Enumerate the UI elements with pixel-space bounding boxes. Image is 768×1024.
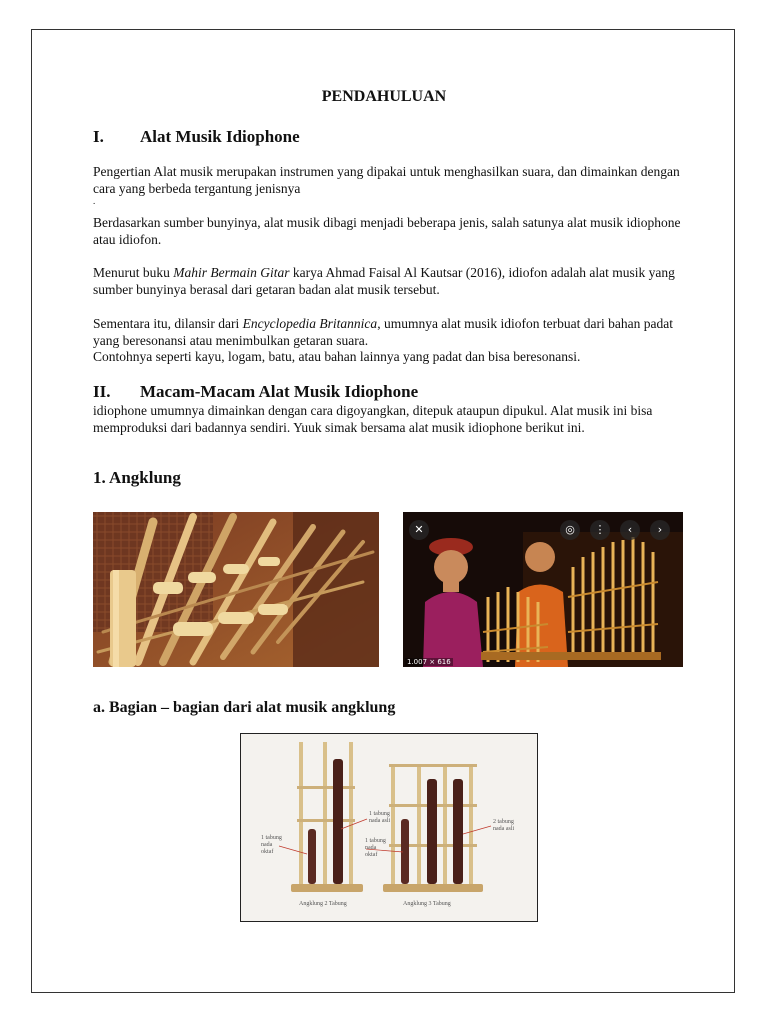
caption-angklung-3-tabung: Angklung 3 Tabung xyxy=(403,901,451,907)
section-1-title: Alat Musik Idiophone xyxy=(140,127,300,146)
children-playing-angklung-photo xyxy=(403,512,683,667)
angklung-three-tube-drawing xyxy=(383,764,483,892)
more-options-icon[interactable]: ⋮ xyxy=(590,520,610,540)
section-2-heading xyxy=(93,382,418,402)
image-size-label: 1.007 × 616 xyxy=(407,658,451,666)
paragraph-section-2: idiophone umumnya dimainkan dengan cara digoyangkan, ditepuk ataupun dipukul. Alat musik ini bisa memproduksi dari badannya sendiri. Yuuk simak bersama alat musik idiophone berikut ini. xyxy=(93,403,653,435)
page-title: PENDAHULUAN xyxy=(321,88,447,105)
section-2-number: II. xyxy=(93,382,111,401)
paragraph-book-quote xyxy=(93,264,683,298)
angklung-two-tube-drawing xyxy=(291,742,363,892)
chevron-right-icon[interactable]: › xyxy=(650,520,670,540)
angklung-closeup-photo xyxy=(93,512,379,667)
paragraph-britannica xyxy=(93,315,683,349)
paragraph-examples: Contohnya seperti kayu, logam, batu, atau bahan lainnya yang padat dan bisa beresonansi. xyxy=(93,349,581,364)
section-1-heading xyxy=(93,127,300,147)
label-original-tubes-right: 2 tabung nada asli xyxy=(493,819,515,832)
label-octave-tube-mid: 1 tabung nada oktaf xyxy=(365,838,386,858)
caption-angklung-2-tabung: Angklung 2 Tabung xyxy=(299,901,347,907)
britannica-intro: Sementara itu, dilansir dari xyxy=(93,316,243,331)
book-quote-body: karya Ahmad Faisal Al Kautsar (2016), idiofon adalah alat musik yang sumber bunyinya berasal dari getaran badan alat musik tersebut. xyxy=(93,265,675,297)
angklung-parts-diagram xyxy=(240,733,538,922)
paragraph-definition: Pengertian Alat musik merupakan instrumen yang dipakai untuk menghasilkan suara, dan dimainkan dengan cara yang berbeda tergantung jenisnya xyxy=(93,164,680,196)
subitem-angklung-parts-heading: a. Bagian – bagian dari alat musik angklung xyxy=(93,699,396,716)
lens-search-icon[interactable]: ◎ xyxy=(560,520,580,540)
section-1-number: I. xyxy=(93,127,104,146)
britannica-body: , umumnya alat musik idiofon terbuat dari bahan padat yang beresonansi atau menimbulkan getaran suara. xyxy=(93,316,673,348)
book-quote-intro: Menurut buku xyxy=(93,265,174,280)
label-original-tube-mid: 1 tabung nada asli xyxy=(369,811,391,824)
paragraph-dot: . xyxy=(93,196,96,206)
close-icon[interactable]: ✕ xyxy=(409,520,429,540)
chevron-left-icon[interactable]: ‹ xyxy=(620,520,640,540)
book-title: Mahir Bermain Gitar xyxy=(173,265,290,280)
item-angklung-heading: 1. Angklung xyxy=(93,468,181,487)
britannica-source: Encyclopedia Britannica xyxy=(242,316,378,331)
label-octave-tube-left: 1 tabung nada oktaf xyxy=(261,835,282,855)
section-2-title: Macam-Macam Alat Musik Idiophone xyxy=(140,382,419,401)
paragraph-classification: Berdasarkan sumber bunyinya, alat musik dibagi menjadi beberapa jenis, salah satunya alat musik idiophone atau idiofon. xyxy=(93,215,681,247)
